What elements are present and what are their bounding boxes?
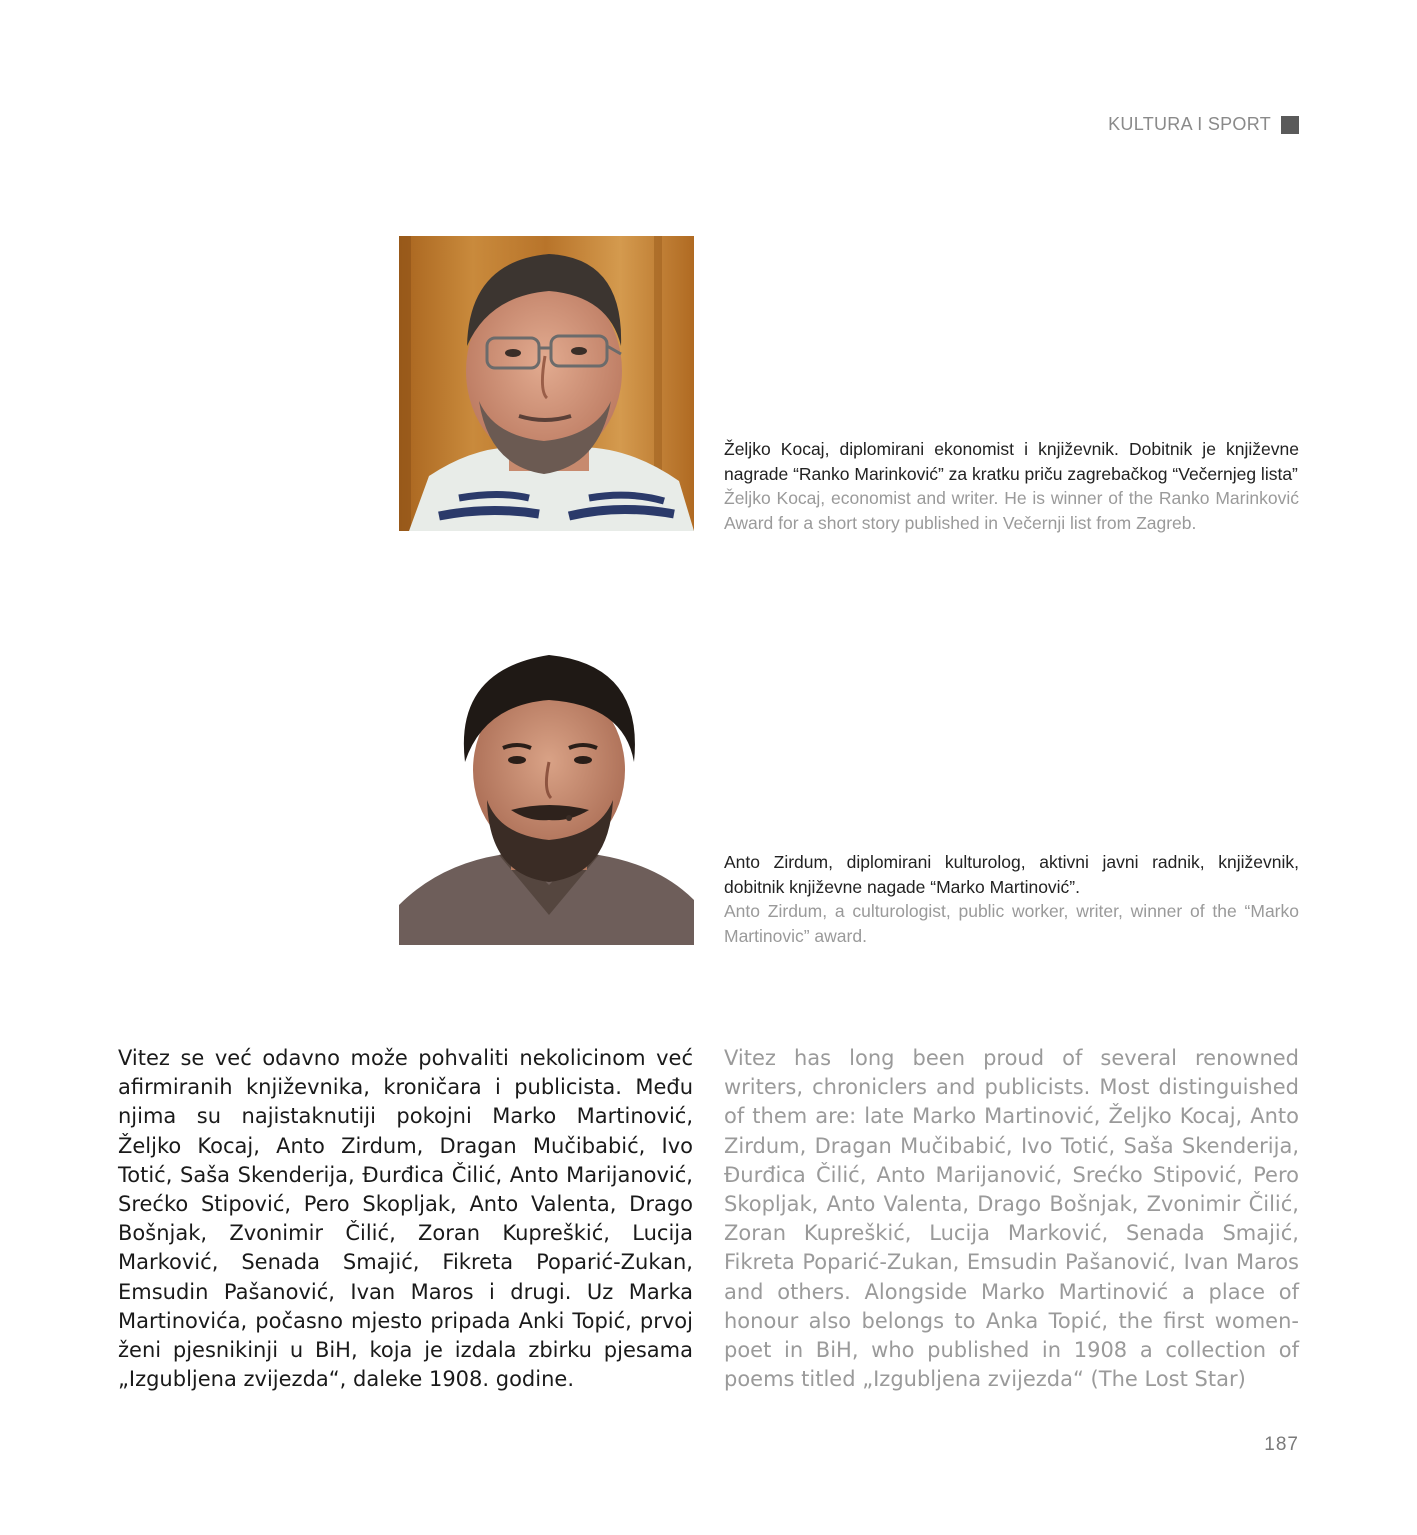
portrait-kocaj-image <box>399 236 694 531</box>
portrait-zirdum-image <box>399 650 694 945</box>
photo-caption-kocaj <box>724 437 1299 535</box>
page-number: 187 <box>1264 1434 1299 1455</box>
body-text-local: Vitez se već odavno može pohvaliti nekolicinom već afirmiranih književnika, kroničara i publicista. Među njima su najistaknutiji pokojni Marko Martinović, Željko Kocaj, Anto Zirdum, Dragan Mučibabić, Ivo Totić, Saša Skenderija, Đurđica Čilić, Anto Marijanović, Srećko Stipović, Pero Skopljak, Anto Valenta, Drago Bošnjak, Zvonimir Čilić, Zoran Kupreškić, Lucija Marković, Senada Smajić, Fikreta Poparić-Zukan, Emsudin Pašanović, Ivan Maros i drugi. Uz Marka Martinovića, počasno mjesto pripada Anki Topić, prvoj ženi pjesnikinji u BiH, koja je izdala zbirku pjesama „Izgubljena zvijezda“, daleke 1908. godine. <box>118 1046 693 1392</box>
caption-local-text: Anto Zirdum, diplomirani kulturolog, aktivni javni radnik, književnik, dobitnik književne nagade “Marko Martinović”. <box>724 852 1299 897</box>
portrait-photo-zirdum <box>399 650 694 945</box>
photo-caption-zirdum <box>724 850 1299 948</box>
caption-english-text: Anto Zirdum, a culturologist, public worker, writer, winner of the “Marko Martinovic” award. <box>724 901 1299 946</box>
portrait-photo-kocaj <box>399 236 694 531</box>
caption-local-text: Željko Kocaj, diplomirani ekonomist i književnik. Dobitnik je književne nagrade “Ranko Marinković” za kratku priču zagrebačkog “Večernjeg lista” <box>724 439 1299 484</box>
section-header <box>1108 114 1299 135</box>
body-text-english: Vitez has long been proud of several renowned writers, chroniclers and publicists. Most distinguished of them are: late Marko Martinović, Željko Kocaj, Anto Zirdum, Dragan Mučibabić, Ivo Totić, Saša Skenderija, Đurđica Čilić, Anto Marijanović, Srećko Stipović, Pero Skopljak, Anto Valenta, Drago Bošnjak, Zvonimir Čilić, Zoran Kupreškić, Lucija Marković, Senada Smajić, Fikreta Poparić-Zukan, Emsudin Pašanović, Ivan Maros and others. Alongside Marko Martinović a place of honour also belongs to Anka Topić, the first women-poet in BiH, who published in 1908 a collection of poems titled „Izgubljena zvijezda“ (The Lost Star) <box>724 1046 1299 1392</box>
section-marker-square <box>1281 116 1299 134</box>
caption-english-text: Željko Kocaj, economist and writer. He is winner of the Ranko Marinković Award for a short story published in Večernji list from Zagreb. <box>724 488 1299 533</box>
section-title: KULTURA I SPORT <box>1108 114 1271 134</box>
